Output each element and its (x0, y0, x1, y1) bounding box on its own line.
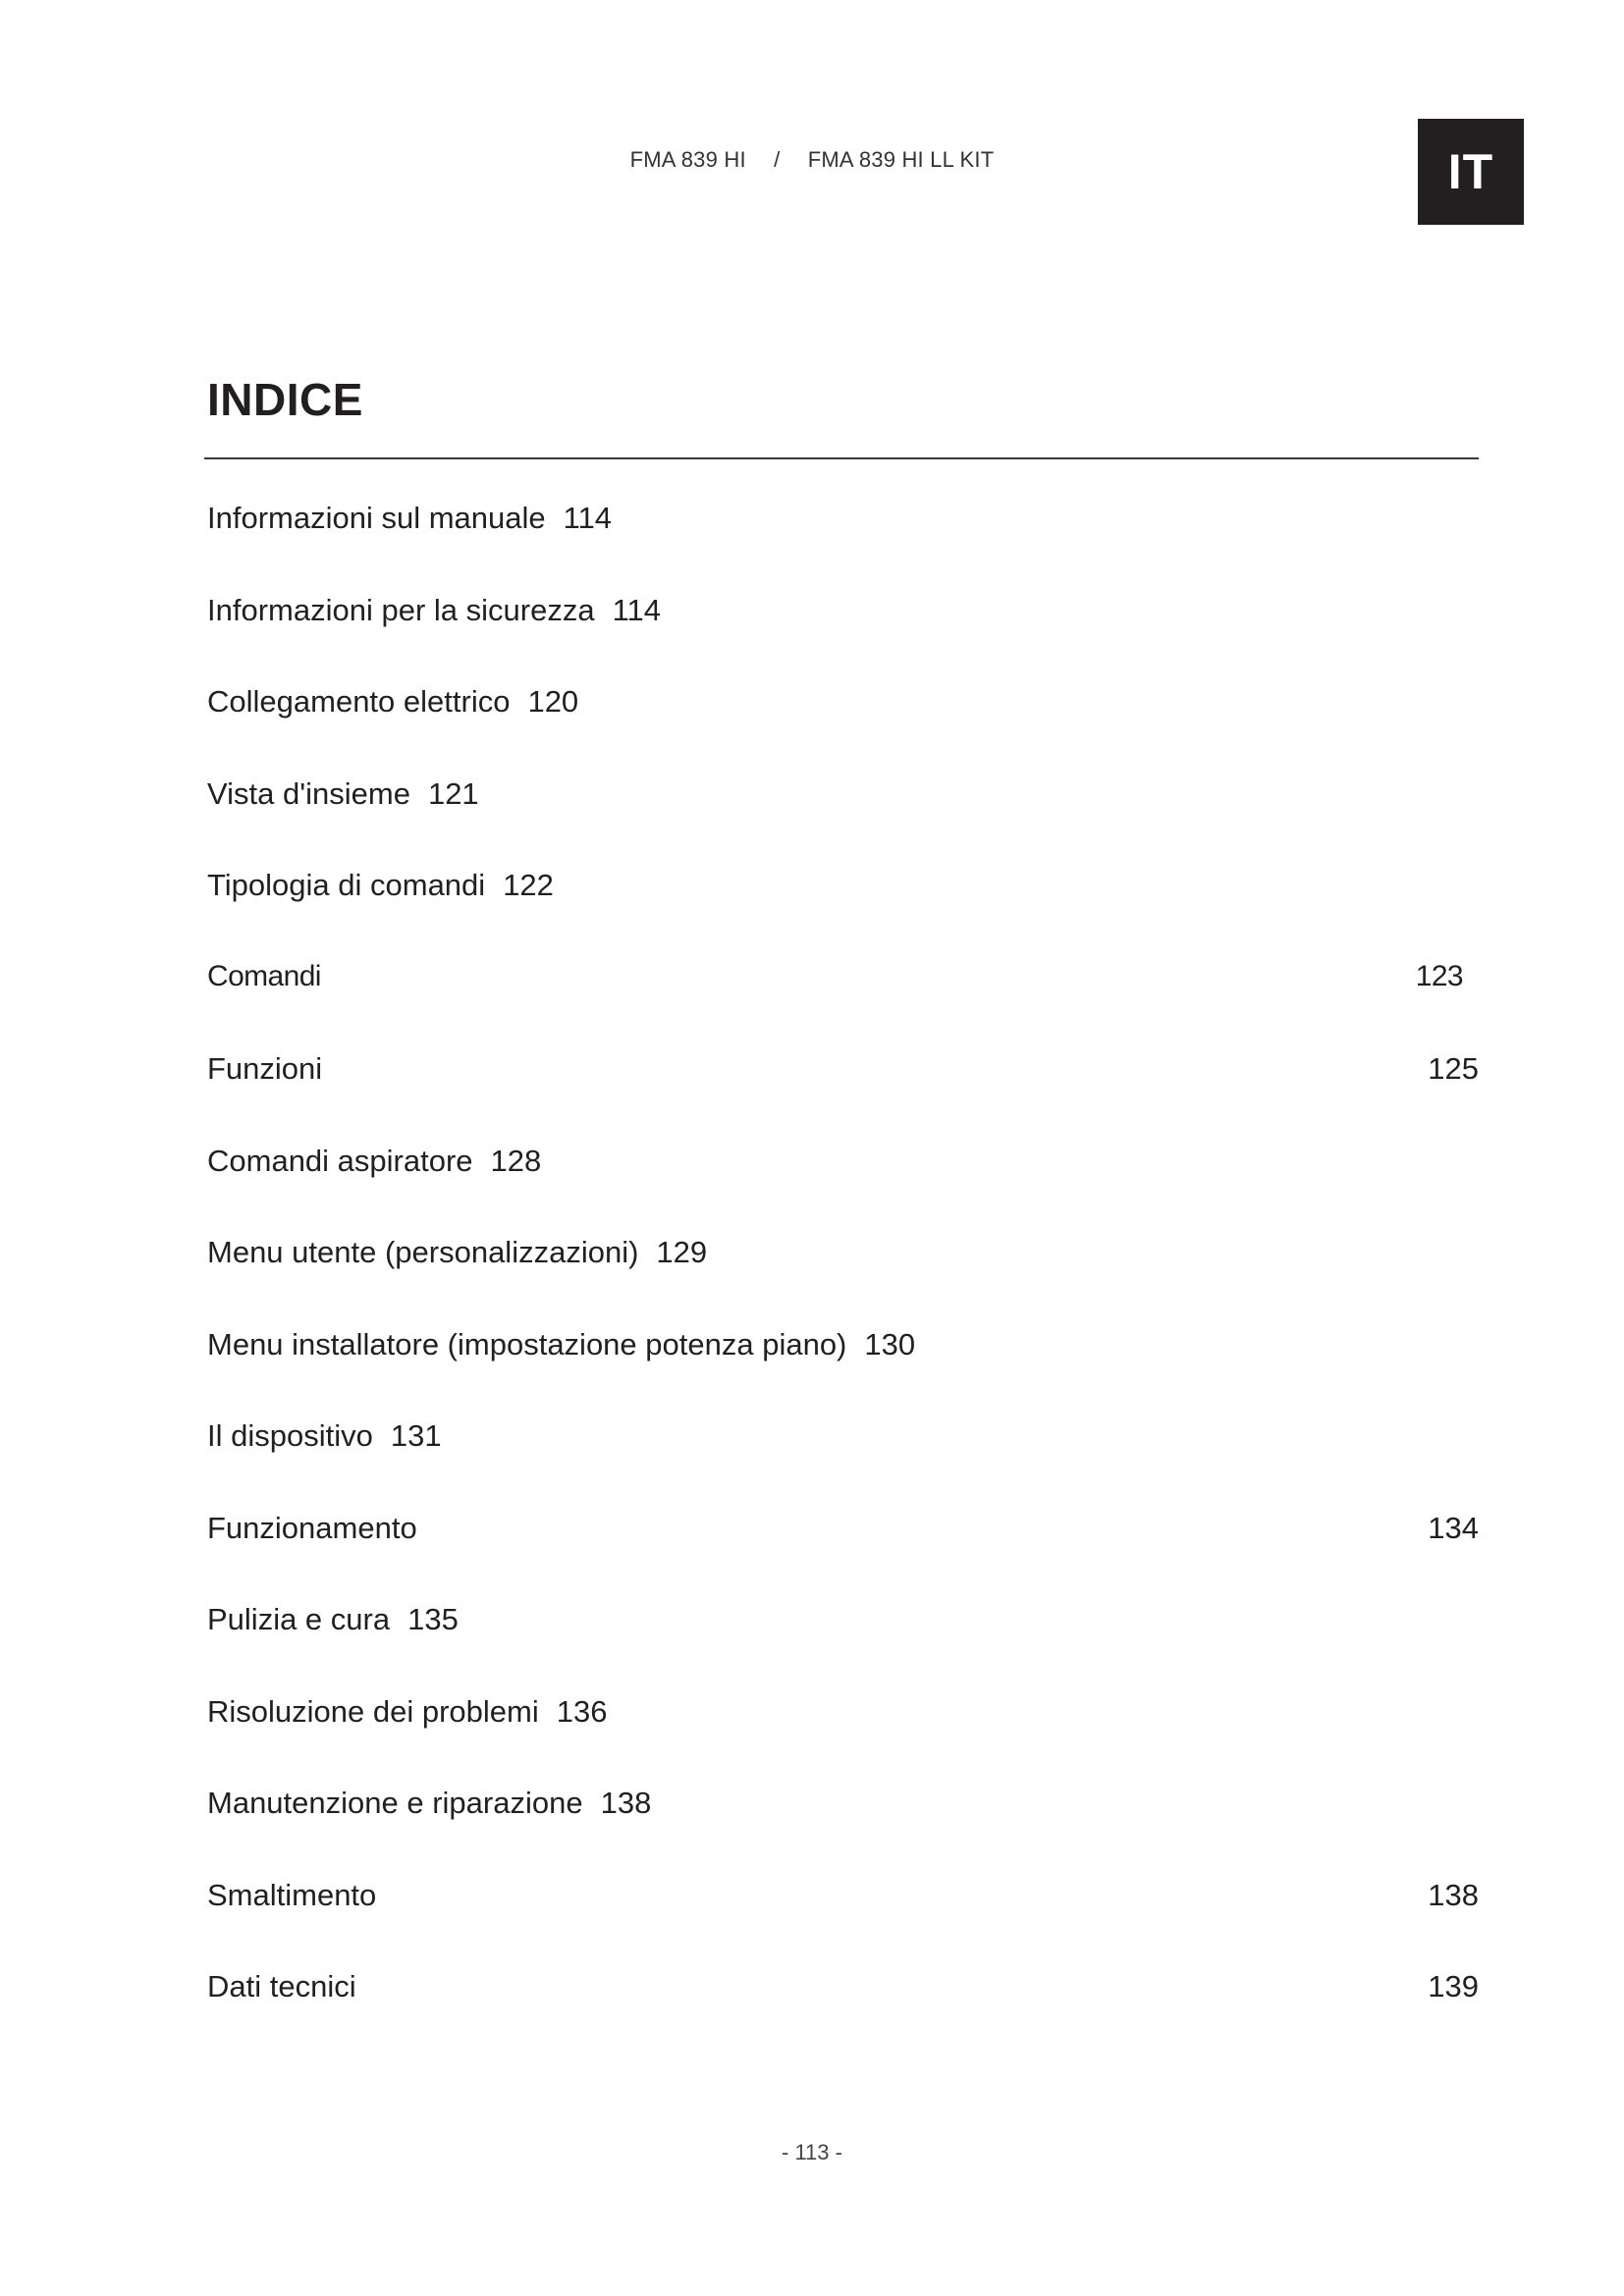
toc-entry-title: Risoluzione dei problemi (207, 1693, 539, 1729)
page-title: INDICE (207, 374, 363, 425)
language-badge: IT (1418, 119, 1524, 225)
toc-entry-page: 138 (600, 1786, 652, 1820)
toc-entry-comandi[interactable] (207, 960, 1479, 1052)
toc-entry-title: Menu installatore (impostazione potenza piano) (207, 1326, 847, 1362)
toc-entry-page: 128 (490, 1143, 542, 1178)
toc-entry-title: Collegamento elettrico (207, 684, 511, 719)
toc-entry-risoluzione-problemi[interactable] (207, 1694, 1479, 1787)
toc-entry-page: 138 (1428, 1877, 1479, 1912)
toc-entry-title: Comandi aspiratore (207, 1143, 473, 1178)
toc-entry-funzioni[interactable] (207, 1051, 1479, 1144)
toc-entry-menu-utente[interactable] (207, 1235, 1479, 1327)
toc-entry-title: Il dispositivo (207, 1418, 373, 1453)
toc-entry-title: Menu utente (personalizzazioni) (207, 1235, 639, 1269)
page-number: - 113 - (782, 2140, 842, 2164)
title-divider (204, 457, 1479, 459)
toc-entry-page: 123 (1415, 959, 1463, 992)
toc-entry-collegamento-elettrico[interactable] (207, 684, 1479, 776)
toc-entry-title: Smaltimento (207, 1877, 377, 1912)
toc-entry-comandi-aspiratore[interactable] (207, 1144, 1479, 1236)
toc-entry-manutenzione-riparazione[interactable] (207, 1786, 1479, 1878)
toc-entry-page: 120 (527, 684, 579, 719)
toc-entry-smaltimento[interactable] (207, 1878, 1479, 1970)
toc-entry-title: Manutenzione e riparazione (207, 1786, 583, 1820)
toc-entry-title: Pulizia e cura (207, 1602, 391, 1636)
model-name-primary: FMA 839 HI (629, 147, 746, 172)
toc-entry-page: 131 (390, 1418, 442, 1453)
toc-entry-page: 135 (407, 1602, 459, 1636)
toc-entry-page: 114 (563, 501, 613, 535)
model-name-kit: FMA 839 HI LL KIT (807, 147, 995, 172)
toc-entry-pulizia-cura[interactable] (207, 1602, 1479, 1694)
toc-entry-title: Vista d'insieme (207, 775, 410, 811)
toc-entry-vista-insieme[interactable] (207, 776, 1479, 869)
table-of-contents (207, 501, 1479, 2061)
toc-entry-il-dispositivo[interactable] (207, 1418, 1479, 1511)
toc-entry-page: 134 (1428, 1510, 1479, 1545)
toc-entry-informazioni-sicurezza[interactable] (207, 593, 1479, 685)
toc-entry-page: 114 (612, 592, 661, 627)
toc-entry-page: 129 (656, 1235, 708, 1269)
toc-entry-page: 122 (503, 868, 554, 902)
toc-entry-funzionamento[interactable] (207, 1511, 1479, 1603)
toc-entry-page: 121 (427, 775, 479, 811)
toc-entry-menu-installatore[interactable] (207, 1327, 1479, 1419)
toc-entry-title: Comandi (207, 959, 321, 992)
toc-entry-page: 125 (1428, 1051, 1479, 1086)
model-separator: / (774, 147, 781, 172)
toc-entry-title: Funzioni (207, 1051, 323, 1086)
toc-entry-dati-tecnici[interactable] (207, 1969, 1479, 2061)
toc-entry-title: Funzionamento (207, 1510, 417, 1545)
toc-entry-page: 136 (556, 1693, 608, 1729)
toc-entry-page: 139 (1428, 1969, 1479, 2003)
toc-entry-title: Informazioni per la sicurezza (207, 592, 595, 627)
toc-entry-tipologia-comandi[interactable] (207, 868, 1479, 960)
toc-entry-title: Tipologia di comandi (207, 868, 486, 902)
toc-entry-title: Dati tecnici (207, 1969, 356, 2003)
toc-entry-page: 130 (864, 1326, 916, 1362)
header-model-names (0, 147, 1624, 173)
toc-entry-title: Informazioni sul manuale (207, 501, 546, 535)
toc-entry-informazioni-manuale[interactable] (207, 501, 1479, 593)
